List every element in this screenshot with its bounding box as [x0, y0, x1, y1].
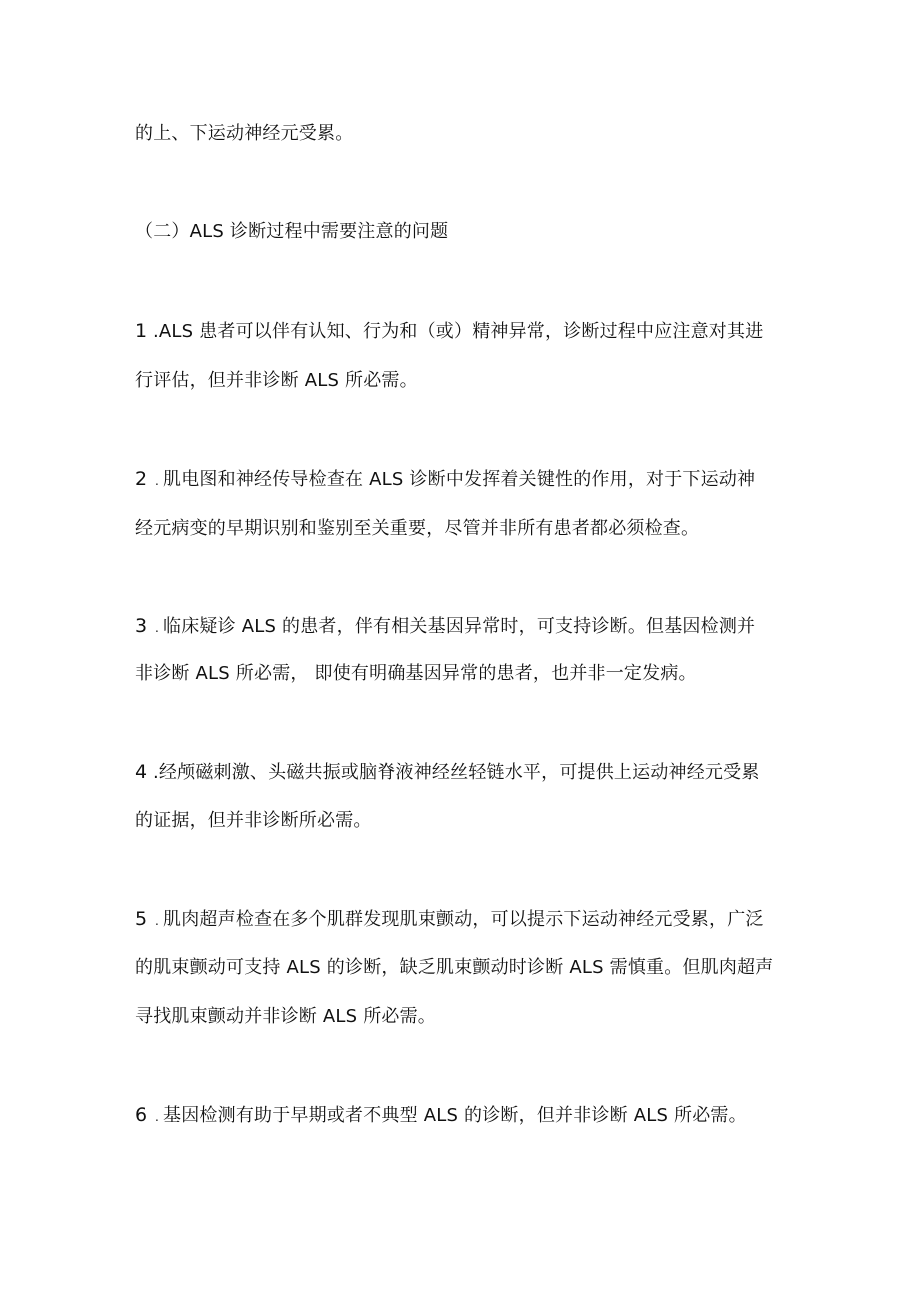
line-text: 基因检测有助于早期或者不典型 ALS 的诊断，但并非诊断 ALS 所必需。	[163, 1105, 747, 1126]
heading-text: （二）ALS 诊断过程中需要注意的问题	[135, 221, 449, 242]
line-text: .ALS 患者可以伴有认知、行为和（或）精神异常，诊断过程中应注意对其进	[153, 321, 764, 342]
list-item-5-continuation	[135, 955, 795, 981]
item-number: 6	[135, 1104, 148, 1126]
list-item-6	[135, 1102, 795, 1130]
item-dot: .	[155, 621, 160, 635]
list-item-5-continuation-2	[135, 1004, 795, 1030]
item-number: 4	[135, 761, 148, 783]
item-number: 2	[135, 468, 148, 490]
list-item-1-continuation	[135, 368, 795, 394]
item-number: 1	[135, 320, 148, 342]
list-item-2-continuation	[135, 516, 795, 542]
list-item-1	[135, 318, 795, 345]
item-number: 5	[135, 908, 148, 930]
item-dot: .	[155, 474, 160, 488]
list-item-3	[135, 613, 795, 641]
list-item-5	[135, 906, 795, 934]
item-number: 3	[135, 615, 148, 637]
item-dot: .	[155, 914, 160, 928]
line-text: 寻找肌束颤动并非诊断 ALS 所必需。	[135, 1006, 437, 1027]
line-text: 经元病变的早期识别和鉴别至关重要，尽管并非所有患者都必须检查。	[135, 518, 700, 539]
line-text: 非诊断 ALS 所必需， 即使有明确基因异常的患者，也并非一定发病。	[135, 663, 697, 684]
list-item-4	[135, 759, 795, 786]
item-dot: .	[155, 1110, 160, 1124]
line-text: 的肌束颤动可支持 ALS 的诊断，缺乏肌束颤动时诊断 ALS 需慎重。但肌肉超声	[135, 957, 774, 978]
list-item-3-continuation	[135, 661, 795, 687]
line-text: 的证据，但并非诊断所必需。	[135, 810, 372, 831]
line-text: 的上、下运动神经元受累。	[135, 123, 354, 144]
line-text: 行评估，但并非诊断 ALS 所必需。	[135, 370, 418, 391]
list-item-4-continuation	[135, 808, 795, 834]
paragraph-continuation	[135, 121, 795, 147]
line-text: .经颅磁刺激、头磁共振或脑脊液神经丝轻链水平，可提供上运动神经元受累	[153, 762, 760, 783]
section-heading	[135, 219, 795, 245]
list-item-2	[135, 466, 795, 494]
line-text: 肌电图和神经传导检查在 ALS 诊断中发挥着关键性的作用，对于下运动神	[163, 469, 756, 490]
line-text: 临床疑诊 ALS 的患者，伴有相关基因异常时，可支持诊断。但基因检测并	[163, 616, 756, 637]
line-text: 肌肉超声检查在多个肌群发现肌束颤动，可以提示下运动神经元受累，广泛	[163, 909, 764, 930]
